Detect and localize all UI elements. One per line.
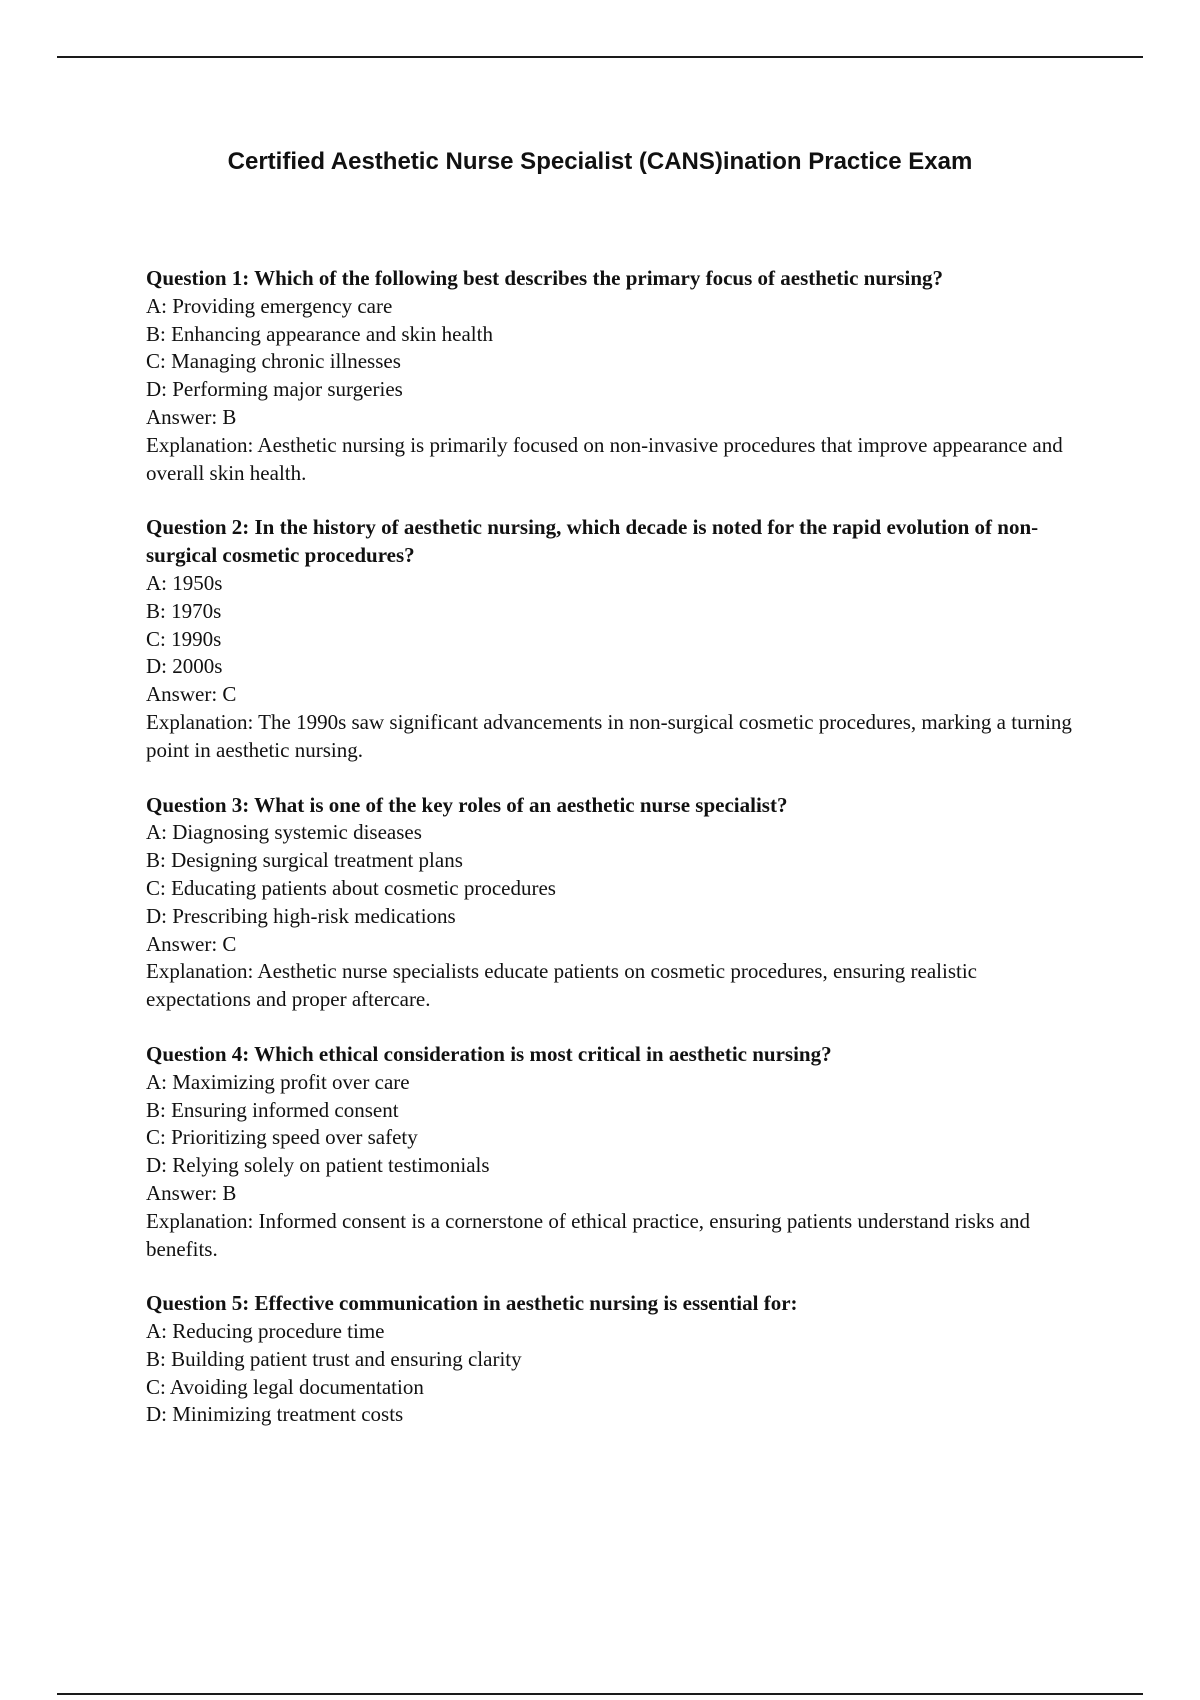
- answer-option-d: D: Prescribing high-risk medications: [146, 903, 456, 928]
- answer-option-c: C: 1990s: [146, 626, 222, 651]
- question-block-3: [146, 792, 1086, 1014]
- answer-option-d: D: Performing major surgeries: [146, 377, 403, 402]
- answer-explanation: Explanation: Aesthetic nurse specialists educate patients on cosmetic procedures, ensuring realistic expectations and proper aftercare.: [146, 959, 977, 1012]
- question-prompt: Question 5: Effective communication in aesthetic nursing is essential for:: [146, 1291, 798, 1316]
- answer-option-a: A: Diagnosing systemic diseases: [146, 820, 422, 845]
- correct-answer: Answer: B: [146, 404, 237, 429]
- answer-option-d: D: 2000s: [146, 654, 223, 679]
- answer-option-c: C: Managing chronic illnesses: [146, 349, 401, 374]
- answer-option-c: C: Prioritizing speed over safety: [146, 1125, 418, 1150]
- answer-option-d: D: Minimizing treatment costs: [146, 1402, 404, 1427]
- question-prompt: Question 3: What is one of the key roles of an aesthetic nurse specialist?: [146, 792, 788, 817]
- answer-option-b: B: Enhancing appearance and skin health: [146, 321, 493, 346]
- answer-option-b: B: Building patient trust and ensuring clarity: [146, 1346, 522, 1371]
- question-prompt: Question 2: In the history of aesthetic nursing, which decade is noted for the rapid evolution of non-surgical cosmetic procedures?: [146, 515, 1039, 568]
- question-block-2: [146, 514, 1086, 764]
- answer-option-c: C: Educating patients about cosmetic procedures: [146, 875, 556, 900]
- answer-option-a: A: Reducing procedure time: [146, 1319, 385, 1344]
- question-block-5: [146, 1290, 1086, 1429]
- answer-option-b: B: Designing surgical treatment plans: [146, 848, 463, 873]
- answer-explanation: Explanation: The 1990s saw significant advancements in non-surgical cosmetic procedures, marking a turning point in aesthetic nursing.: [146, 709, 1072, 762]
- answer-explanation: Explanation: Aesthetic nursing is primarily focused on non-invasive procedures that improve appearance and overall skin health.: [146, 432, 1063, 485]
- answer-option-b: B: 1970s: [146, 598, 222, 623]
- answer-explanation: Explanation: Informed consent is a cornerstone of ethical practice, ensuring patients understand risks and benefits.: [146, 1208, 1031, 1261]
- answer-option-d: D: Relying solely on patient testimonials: [146, 1153, 490, 1178]
- answer-option-a: A: Providing emergency care: [146, 293, 393, 318]
- document-title: Certified Aesthetic Nurse Specialist (CANS)ination Practice Exam: [227, 148, 973, 175]
- correct-answer: Answer: C: [146, 682, 237, 707]
- correct-answer: Answer: C: [146, 931, 237, 956]
- question-prompt: Question 4: Which ethical consideration is most critical in aesthetic nursing?: [146, 1041, 832, 1066]
- question-block-4: [146, 1041, 1086, 1263]
- answer-option-a: A: Maximizing profit over care: [146, 1069, 410, 1094]
- top-divider: [57, 56, 1143, 58]
- answer-option-c: C: Avoiding legal documentation: [146, 1374, 424, 1399]
- answer-option-a: A: 1950s: [146, 570, 223, 595]
- question-prompt: Question 1: Which of the following best describes the primary focus of aesthetic nursing?: [146, 266, 944, 290]
- question-list: [146, 265, 1086, 1456]
- bottom-divider: [57, 1693, 1143, 1695]
- correct-answer: Answer: B: [146, 1180, 237, 1205]
- question-block-1: [146, 265, 1086, 487]
- answer-option-b: B: Ensuring informed consent: [146, 1097, 399, 1122]
